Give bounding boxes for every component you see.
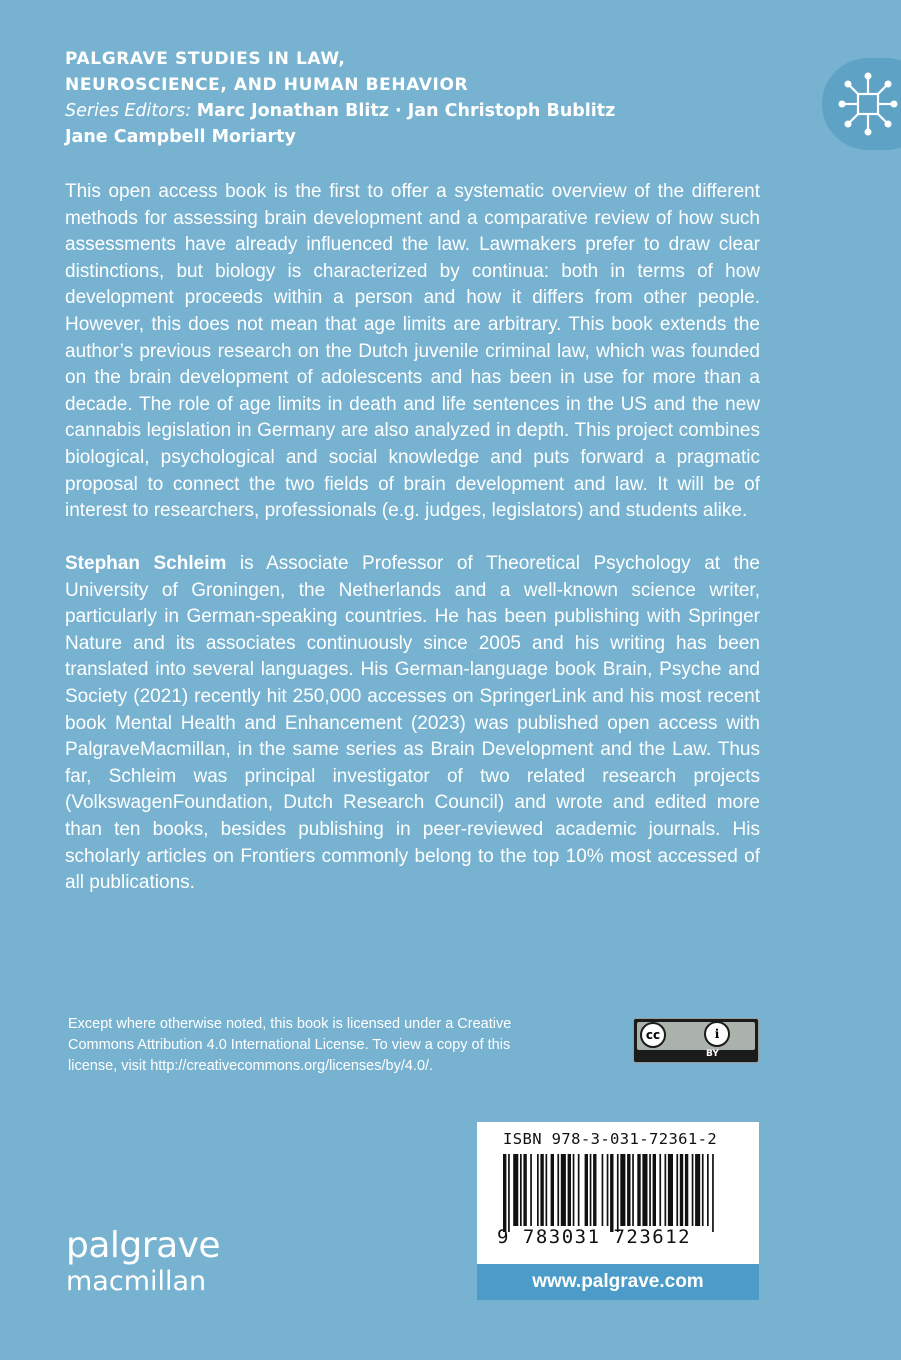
barcode-bar [632,1154,634,1226]
barcode-bar [520,1154,522,1226]
barcode-bar [607,1154,609,1226]
series-title-line-1: PALGRAVE STUDIES IN LAW, [65,49,346,69]
barcode-bar [537,1154,539,1226]
isbn-text: ISBN 978-3-031-72361-2 [503,1130,718,1148]
barcode-bar [692,1154,694,1226]
publisher-url[interactable]: www.palgrave.com [477,1264,759,1300]
series-editors-label: Series Editors: [65,101,192,121]
author-bio-text: is Associate Professor of Theoretical Psychology at the University of Groningen, the Netherlands and a well-known science writer, particularly in German-speaking countries. He has been publishing with Springer Nature and its associates continuously since 2005 and his writing has been translated into several languages. His German-language book Brain, Psyche and Society (2021) recently hit 250,000 accesses on SpringerLink and his most recent book Mental Health and Enhancement (2023) was published open access with PalgraveMacmillan, in the same series as Brain Development and the Law. Thus far, Schleim was principal investigator of two related research projects (VolkswagenFoundation, Dutch Research Council) and wrote and edited more than ten books, besides publishing in peer-reviewed academic journals. His scholarly articles on Frontiers commonly belong to the top 10% most accessed of all publications. [65,553,760,894]
barcode-bar [653,1154,656,1226]
cc-circle-icon: cc [640,1022,666,1048]
barcode-bar [642,1154,647,1226]
ean-digits: 9 783031 723612 [497,1226,692,1248]
barcode-bar [659,1154,661,1226]
barcode-bar [695,1154,700,1226]
barcode-bar [503,1154,506,1232]
series-editors-row-2 [65,124,685,150]
barcode-bar [590,1154,592,1226]
license-notice [68,1014,548,1077]
barcode-bar [540,1154,543,1226]
barcode-bar [610,1154,613,1232]
cc-by-icon [633,1018,759,1063]
barcode-bar [530,1154,532,1226]
barcode-bar [620,1154,625,1226]
barcode-bar [573,1154,575,1226]
by-label: BY [706,1049,719,1059]
barcode-bar [668,1154,673,1226]
attribution-person-icon: i [704,1021,730,1047]
barcode-bar [712,1154,714,1232]
series-editors-names-1: Marc Jonathan Blitz · Jan Christoph Bublitz [196,101,616,121]
barcode-bars [477,1154,759,1234]
barcode-box [477,1122,759,1300]
barcode-bar [561,1154,566,1226]
barcode-bar [627,1154,630,1226]
barcode-bar [513,1154,518,1226]
publisher-logo-line-1: palgrave [66,1225,221,1266]
author-name: Stephan Schleim [65,553,227,574]
license-line-3: license, visit http://creativecommons.org/licenses/by/4.0/. [68,1058,434,1074]
barcode-bar [602,1154,604,1226]
series-editors [65,98,685,124]
open-access-network-icon [838,68,898,140]
barcode-bar [665,1154,667,1226]
barcode-bar [593,1154,596,1226]
open-access-tab [822,58,901,150]
barcode-bar [546,1154,548,1226]
barcode-bar [649,1154,651,1226]
barcode-bar [637,1154,640,1226]
barcode-bar [685,1154,688,1226]
license-line-1: Except where otherwise noted, this book is licensed under a Creative [68,1016,512,1032]
barcode-bar [508,1154,510,1232]
series-header [65,46,685,150]
barcode-bar [707,1154,709,1226]
barcode-bar [568,1154,571,1226]
series-editors-names-2: Jane Campbell Moriarty [65,127,296,147]
barcode-bar [557,1154,559,1226]
publisher-logo-line-2: macmillan [66,1266,207,1297]
barcode-bar [551,1154,554,1226]
barcode-bar [617,1154,619,1232]
barcode-bar [702,1154,704,1226]
book-description: This open access book is the first to offer a systematic overview of the different methods for assessing brain development and a comparative review of how such assessments have already influenced the law. Lawmakers prefer to draw clear distinctions, but biology is characterized by continua: both in terms of how development proceeds within a person and how it differs from other people. However, this does not mean that age limits are arbitrary. This book extends the author’s previous research on the Dutch juvenile criminal law, which was founded on the brain development of adolescents and has been in use for more than a decade. The role of age limits in death and life sentences in the US and the new cannabis legislation in Germany are also analyzed in depth. This project combines biological, psychological and social knowledge and puts forward a pragmatic proposal to connect the two fields of brain development and law. It will be of interest to researchers, professionals (e.g. judges, legislators) and students alike. [65,181,760,522]
barcode-bar [523,1154,526,1226]
barcode-bar [680,1154,683,1226]
series-title-line-2: NEUROSCIENCE, AND HUMAN BEHAVIOR [65,75,469,95]
publisher-logo [66,1225,221,1297]
barcode-bar [585,1154,588,1226]
license-line-2: Commons Attribution 4.0 International License. To view a copy of this [68,1037,511,1053]
author-bio [65,551,760,897]
barcode-bar [676,1154,678,1226]
barcode-bar [578,1154,580,1226]
